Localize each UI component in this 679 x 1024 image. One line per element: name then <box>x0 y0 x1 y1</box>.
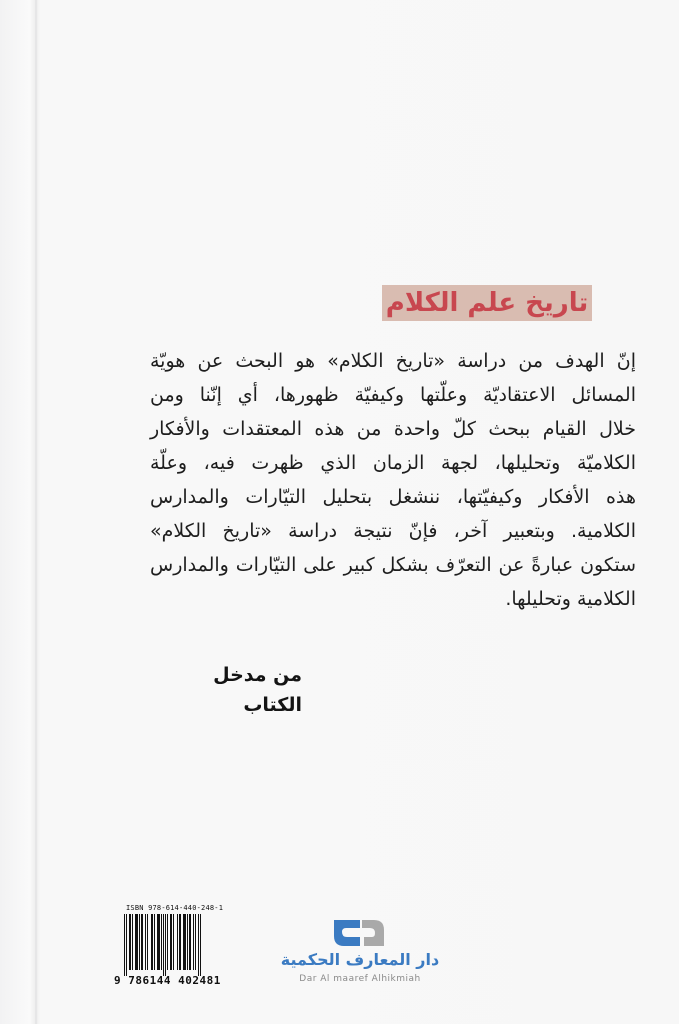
publisher-name-english: Dar Al maaref Alhikmiah <box>299 974 421 984</box>
excerpt-line: الكلامية وتحليلها. <box>505 588 636 610</box>
excerpt-line: خلال القيام ببحث كلّ واحدة من هذه المعتقدات والأفكار <box>150 418 636 440</box>
book-excerpt <box>150 344 636 616</box>
book-title: تاريخ علم الكلام <box>385 288 589 318</box>
excerpt-source: من مدخل الكتاب <box>213 664 302 716</box>
excerpt-line: ستكون عبارةً عن التعرّف بشكل كبير على التيّارات والمدارس <box>150 554 636 576</box>
barcode-bars-icon <box>124 914 218 976</box>
excerpt-line: هذه الأفكار وكيفيّتها، ننشغل بتحليل التيّارات والمدارس <box>150 486 636 508</box>
publisher-name-arabic: دار المعارف الحكمية <box>280 950 440 969</box>
publisher-logo-icon <box>330 918 390 948</box>
barcode-digits: 9 786144 402481 <box>114 974 221 987</box>
excerpt-line: الكلاميّة وتحليلها، لجهة الزمان الذي ظهرت فيه، وعلّة <box>150 452 636 474</box>
spine-crease <box>35 0 37 1024</box>
isbn-label: ISBN 978-614-440-248-1 <box>126 904 224 912</box>
excerpt-line: الكلامية. وبتعبير آخر، فإنّ نتيجة دراسة «تاريخ الكلام» <box>150 520 636 542</box>
title-highlight-box <box>382 285 592 321</box>
excerpt-line: إنّ الهدف من دراسة «تاريخ الكلام» هو البحث عن هويّة <box>150 350 636 372</box>
publisher-logo <box>280 918 440 988</box>
isbn-barcode <box>114 904 224 990</box>
excerpt-line: المسائل الاعتقاديّة وعلّتها وكيفيّة ظهورها، أي إنّنا ومن <box>150 384 636 406</box>
